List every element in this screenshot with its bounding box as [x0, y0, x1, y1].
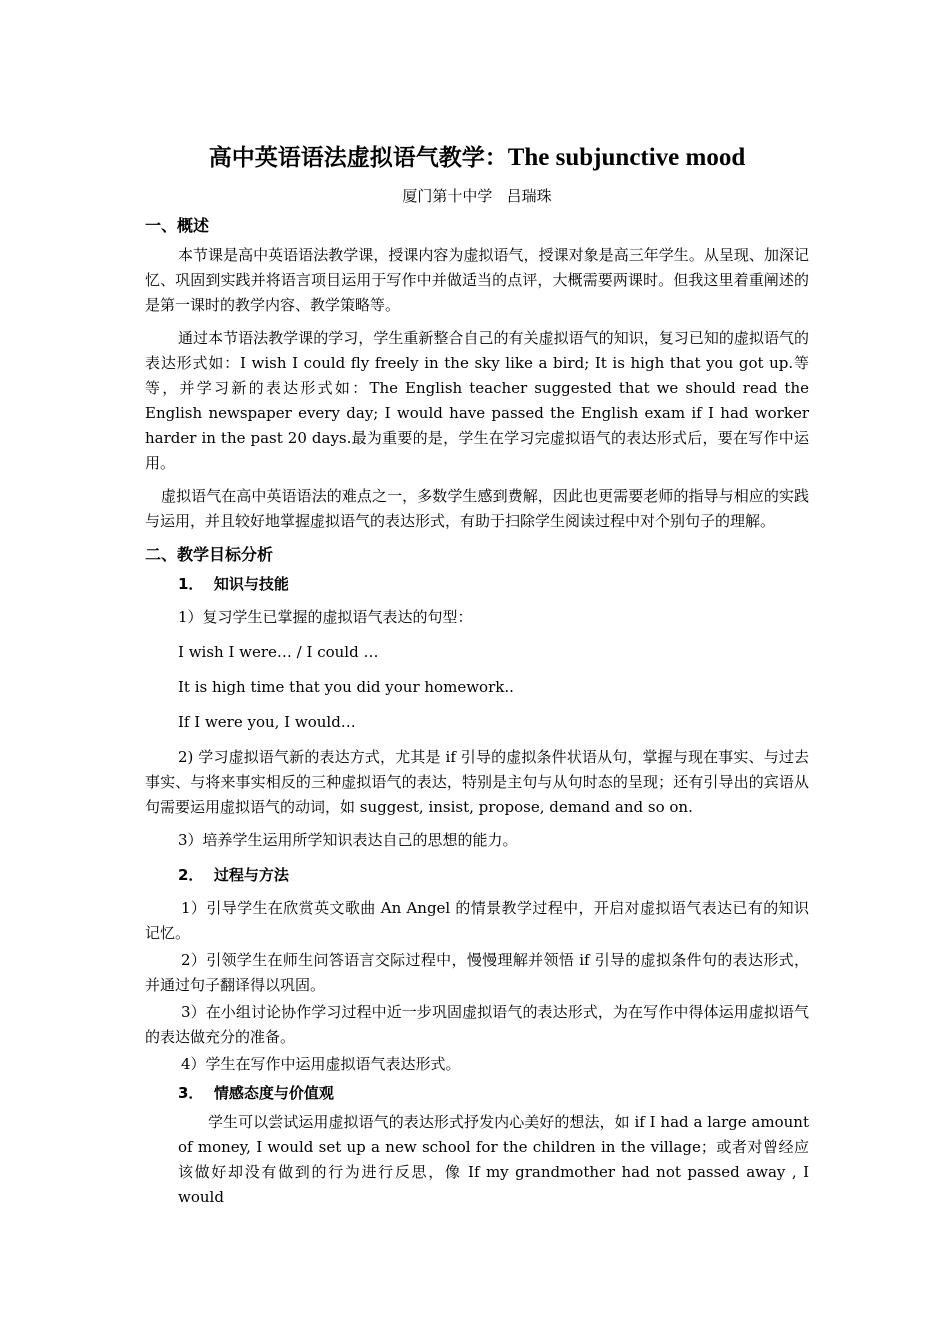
- list-item: 3）培养学生运用所学知识表达自己的思想的能力。: [178, 831, 518, 849]
- paragraph: 通过本节语法教学课的学习，学生重新整合自己的有关虚拟语气的知识，复习已知的虚拟语气的表达形式如：I wish I could fly freely in the sky like a bird; It is high that you got up.等等，并学习新的表达形式如：The English teacher suggested that we should read the English newspaper every day; I would have passed the English exam if I had worker harder in the past 20 days.最为重要的是，学生在学习完虚拟语气的表达形式后，要在写作中运用。: [145, 329, 809, 472]
- list-item: 4）学生在写作中运用虚拟语气表达形式。: [181, 1055, 461, 1073]
- section-heading-objectives: 二、教学目标分析: [145, 545, 274, 564]
- title-chinese: 高中英语语法虚拟语气教学：: [208, 145, 508, 171]
- subsection-heading-values: 3． 情感态度与价值观: [178, 1084, 334, 1102]
- subsection-heading-process: 2． 过程与方法: [178, 866, 289, 884]
- example-sentence: I wish I were… / I could …: [178, 643, 379, 661]
- list-item: 2）引领学生在师生问答语言交际过程中，慢慢理解并领悟 if 引导的虚拟条件句的表达形式，并通过句子翻译得以巩固。: [145, 951, 809, 994]
- subsection-heading-knowledge: 1． 知识与技能: [178, 575, 289, 593]
- paragraph: 本节课是高中英语语法教学课，授课内容为虚拟语气，授课对象是高三年学生。从呈现、加深记忆、巩固到实践并将语言项目运用于写作中并做适当的点评，大概需要两课时。但我这里着重阐述的是第一课时的教学内容、教学策略等。: [145, 246, 809, 314]
- list-item: 1）引导学生在欣赏英文歌曲 An Angel 的情景教学过程中，开启对虚拟语气表达已有的知识记忆。: [145, 899, 809, 942]
- title-english: The subjunctive mood: [507, 144, 746, 171]
- paragraph: 学生可以尝试运用虚拟语气的表达形式抒发内心美好的想法，如 if I had a large amount of money, I would set up a new school for the children in the village；或者对曾经应该做好却没有做到的行为进行反思，像 If my grandmother had not passed away , I would: [178, 1113, 809, 1206]
- list-item: 3）在小组讨论协作学习过程中近一步巩固虚拟语气的表达形式，为在写作中得体运用虚拟语气的表达做充分的准备。: [145, 1003, 809, 1046]
- example-sentence: It is high time that you did your homework..: [178, 678, 514, 696]
- document-body: [145, 140, 809, 1218]
- author-line: 厦门第十中学 吕瑞珠: [402, 187, 552, 205]
- list-item: 1）复习学生已掌握的虚拟语气表达的句型：: [178, 608, 473, 626]
- document-title: [145, 140, 809, 176]
- paragraph: 虚拟语气在高中英语语法的难点之一，多数学生感到费解，因此也更需要老师的指导与相应的实践与运用，并且较好地掌握虚拟语气的表达形式，有助于扫除学生阅读过程中对个别句子的理解。: [145, 487, 809, 530]
- example-sentence: If I were you, I would…: [178, 713, 356, 731]
- section-heading-overview: 一、概述: [145, 216, 210, 235]
- list-item: 2) 学习虚拟语气新的表达方式，尤其是 if 引导的虚拟条件状语从句，掌握与现在事实、与过去事实、与将来事实相反的三种虚拟语气的表达，特别是主句与从句时态的呈现；还有引导出的宾语从句需要运用虚拟语气的动词，如 suggest, insist, propose, demand and so on.: [145, 748, 809, 816]
